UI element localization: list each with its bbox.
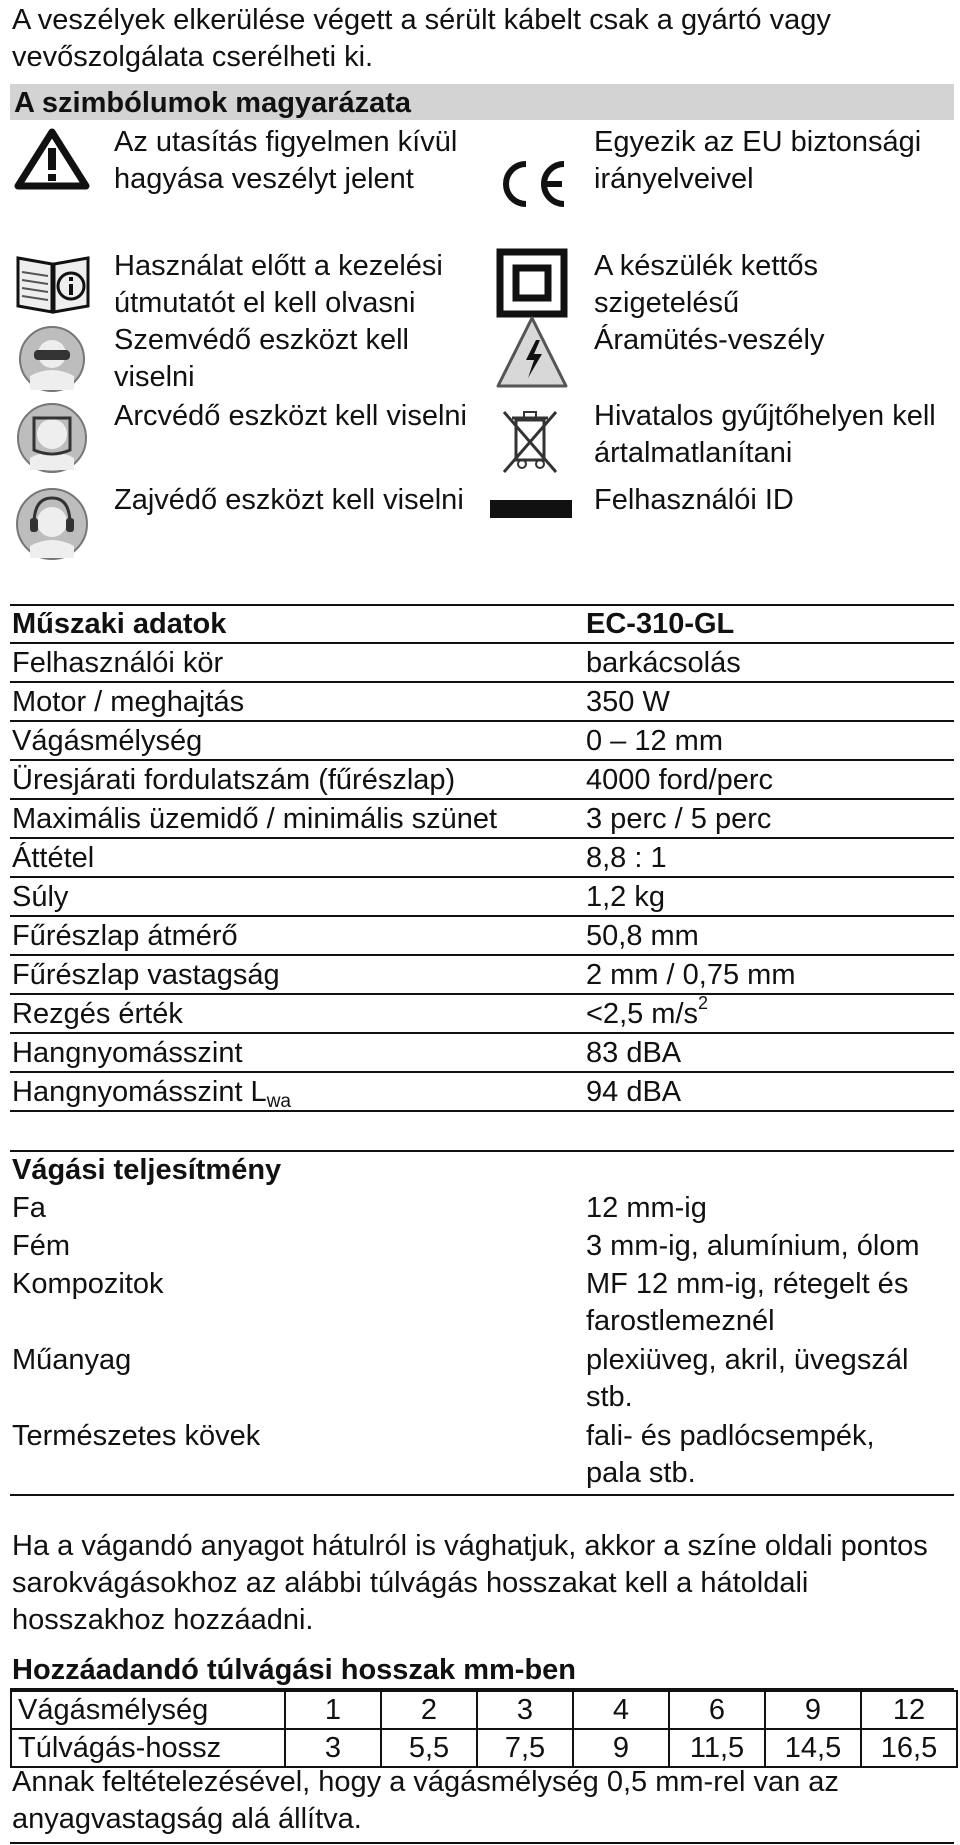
overcut-depth-cell: 2 [381, 1691, 477, 1729]
tech-row-label: Fűrészlap átmérő [12, 920, 238, 952]
cutting-row-label: Fém [12, 1230, 70, 1262]
tech-row-value: 350 W [586, 686, 670, 718]
tech-row-label: Fűrészlap vastagság [12, 959, 280, 991]
symbol-label-manual: Használat előtt a kezelési útmutatót el kell olvasni [114, 250, 443, 319]
tech-model: EC-310-GL [586, 608, 735, 640]
overcut-footnote: Annak feltételezésével, hogy a vágásmélység 0,5 mm-rel van az anyagvastagság alá állítva. [12, 1766, 839, 1835]
intro-text: A veszélyek elkerülése végett a sérült kábelt csak a gyártó vagy vevőszolgálata cserélheti ki. [12, 4, 831, 73]
row-rule [10, 759, 954, 761]
cutting-row-label: Műanyag [12, 1344, 132, 1376]
cutting-table-bottom-rule [10, 1494, 954, 1496]
cutting-row-value: MF 12 mm-ig, rétegelt és [586, 1268, 909, 1300]
cutting-row-label: Természetes kövek [12, 1420, 261, 1452]
overcut-depth-cell: 3 [477, 1691, 573, 1729]
row-rule [10, 837, 954, 839]
symbol-label-eye: Szemvédő eszközt kell viselni [114, 324, 409, 393]
face-protection-icon [14, 400, 90, 476]
overcut-length-label: Túlvágás-hossz [11, 1729, 285, 1767]
row-rule [10, 720, 954, 722]
cutting-row-value: plexiüveg, akril, üvegszál [586, 1344, 909, 1376]
overcut-heading: Hozzáadandó túlvágási hosszak mm-ben [12, 1654, 577, 1686]
ear-protection-icon [14, 484, 90, 566]
symbol-label-insulation: A készülék kettős szigetelésű [594, 250, 819, 319]
tech-row-value: 83 dBA [586, 1037, 682, 1069]
tech-row-label: Motor / meghajtás [12, 686, 245, 718]
overcut-depth-cell: 1 [285, 1691, 381, 1729]
vibration-value [586, 993, 709, 1033]
cutting-row-value-cont: pala stb. [586, 1457, 696, 1489]
symbol-label-warning: Az utasítás figyelmen kívül hagyása veszélyt jelent [114, 126, 458, 195]
cutting-row-value-cont: stb. [586, 1381, 633, 1413]
symbols-heading: A szimbólumok magyarázata [10, 84, 954, 120]
electric-shock-icon [494, 314, 570, 390]
tech-row-value: 94 dBA [586, 1076, 682, 1108]
overcut-length-cell: 3 [285, 1729, 381, 1767]
tech-row-value: 8,8 : 1 [586, 842, 667, 874]
tech-row-value: 3 perc / 5 perc [586, 803, 772, 835]
symbol-label-face: Arcvédő eszközt kell viselni [114, 400, 467, 432]
cutting-row-value: fali- és padlócsempék, [586, 1420, 875, 1452]
double-insulation-icon [496, 248, 568, 318]
overcut-length-cell: 16,5 [861, 1729, 957, 1767]
black-bar-icon [490, 500, 572, 518]
tech-row-value: 1,2 kg [586, 881, 665, 913]
tech-row-label: Súly [12, 881, 69, 913]
overcut-length-row [11, 1729, 957, 1767]
tech-row-label: Áttétel [12, 842, 95, 874]
tech-row-label: Hangnyomásszint [12, 1037, 243, 1069]
overcut-depth-row [11, 1691, 957, 1729]
cutting-row-value: 12 mm-ig [586, 1192, 707, 1224]
cutting-row-value: 3 mm-ig, alumínium, ólom [586, 1230, 920, 1262]
symbol-label-user-id: Felhasználói ID [594, 484, 794, 516]
overcut-length-cell: 5,5 [381, 1729, 477, 1767]
overcut-length-cell: 7,5 [477, 1729, 573, 1767]
tech-row-label: Felhasználói kör [12, 647, 224, 679]
row-rule [10, 642, 954, 644]
row-rule [10, 915, 954, 917]
symbol-label-ear: Zajvédő eszközt kell viselni [114, 484, 464, 516]
tech-heading: Műszaki adatok [12, 608, 227, 640]
vibration-unit-exponent: 2 [698, 993, 709, 1013]
symbol-label-bin: Hivatalos gyűjtőhelyen kell ártalmatlanítani [594, 400, 936, 469]
read-manual-icon [14, 250, 92, 316]
eye-protection-icon [14, 324, 90, 394]
overcut-length-cell: 9 [573, 1729, 669, 1767]
tech-row-label: Maximális üzemidő / minimális szünet [12, 803, 498, 835]
overcut-depth-cell: 4 [573, 1691, 669, 1729]
tech-table-bottom-rule [10, 1110, 954, 1112]
sound-power-label [12, 1074, 291, 1111]
footnote-bottom-rule [10, 1842, 954, 1844]
overcut-table [10, 1690, 958, 1768]
cutting-row-value-cont: farostlemeznél [586, 1305, 775, 1337]
overcut-depth-cell: 12 [861, 1691, 957, 1729]
row-rule [10, 681, 954, 683]
row-rule [10, 876, 954, 878]
tech-row-value: 0 – 12 mm [586, 725, 723, 757]
symbol-label-ce: Egyezik az EU biztonsági irányelveivel [594, 126, 922, 195]
tech-row-value: barkácsolás [586, 647, 741, 679]
tech-row-label: Vágásmélység [12, 725, 203, 757]
overcut-length-cell: 14,5 [765, 1729, 861, 1767]
cutting-row-label: Fa [12, 1192, 46, 1224]
tech-row-value: 50,8 mm [586, 920, 699, 952]
overcut-length-cell: 11,5 [669, 1729, 765, 1767]
symbol-label-shock: Áramütés-veszély [594, 324, 825, 356]
tech-row-label: Rezgés érték [12, 998, 183, 1030]
tech-row-value: 4000 ford/perc [586, 764, 774, 796]
warning-triangle-icon [14, 128, 90, 190]
row-rule [10, 798, 954, 800]
cutting-heading: Vágási teljesítmény [12, 1154, 282, 1186]
sound-power-subscript: wa [266, 1091, 291, 1112]
tech-row-label: Üresjárati fordulatszám (fűrészlap) [12, 764, 456, 796]
cutting-row-label: Kompozitok [12, 1268, 164, 1300]
crossed-bin-icon [498, 406, 562, 474]
row-rule [10, 1032, 954, 1034]
vibration-value-text: <2,5 m/s [586, 998, 699, 1030]
ce-mark-icon [494, 156, 570, 212]
overcut-depth-label: Vágásmélység [11, 1691, 285, 1729]
overcut-depth-cell: 9 [765, 1691, 861, 1729]
row-rule [10, 993, 954, 995]
row-rule [10, 1071, 954, 1073]
overcut-depth-cell: 6 [669, 1691, 765, 1729]
overcut-explanation: Ha a vágandó anyagot hátulról is vághatjuk, akkor a színe oldali pontos sarokvágásokhoz az alábbi túlvágás hosszakat kell a hátoldali hosszakhoz hozzáadni. [12, 1530, 928, 1636]
row-rule [10, 954, 954, 956]
sound-power-label-text: Hangnyomásszint L [12, 1076, 267, 1108]
tech-row-value: 2 mm / 0,75 mm [586, 959, 796, 991]
